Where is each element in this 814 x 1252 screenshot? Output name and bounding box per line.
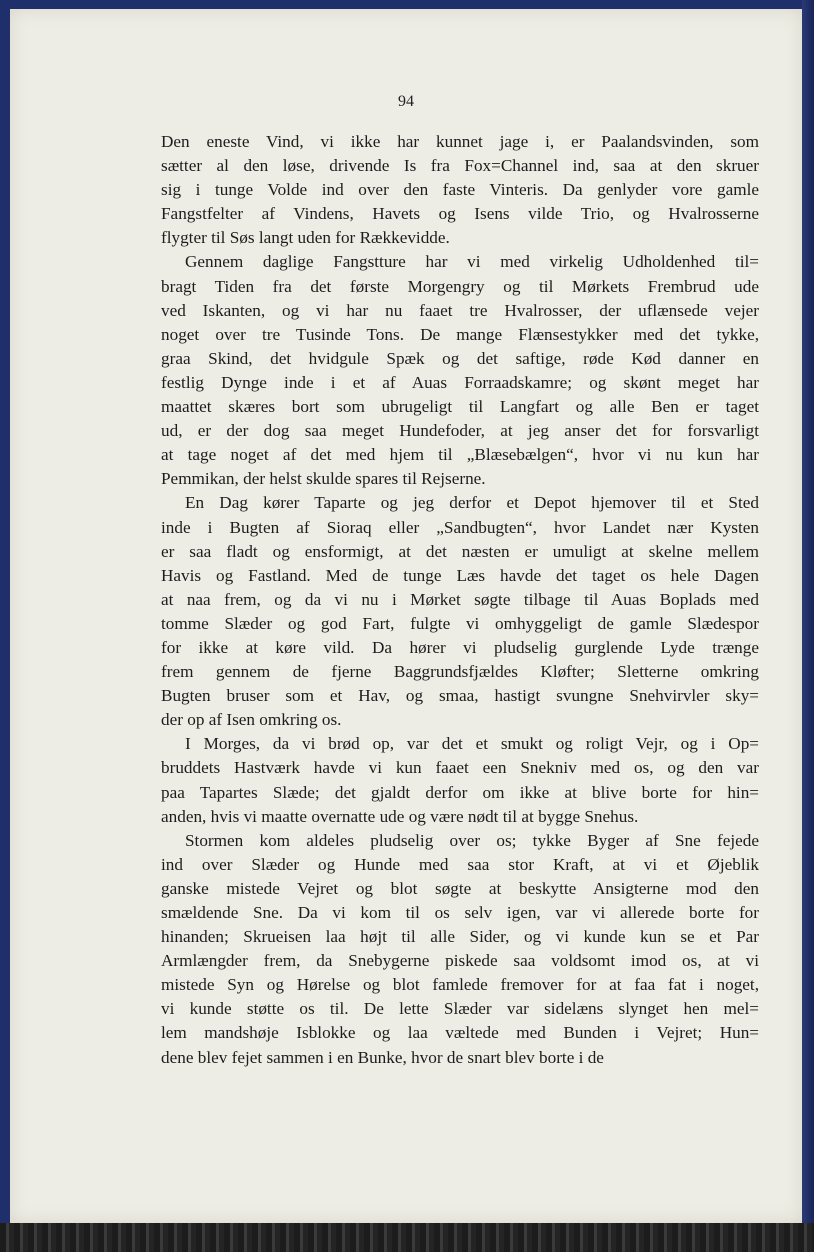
text-line: ganske mistede Vejret og blot søgte at beskytte Ansigterne mod den — [161, 878, 759, 898]
text-line: I Morges, da vi brød op, var det et smukt og roligt Vejr, og i Op= — [185, 734, 759, 754]
text-line: Pemmikan, der helst skulde spares til Rejserne. — [161, 469, 486, 489]
text-line: frem gennem de fjerne Baggrundsfjældes Kløfter; Sletterne omkring — [161, 662, 759, 682]
text-line: anden, hvis vi maatte overnatte ude og være nødt til at bygge Snehus. — [161, 806, 639, 826]
book-binding — [802, 0, 814, 1252]
paragraph — [161, 130, 759, 250]
text-line: er saa fladt og ensformigt, at det næsten er umuligt at skelne mellem — [161, 541, 759, 561]
text-line: bragt Tiden fra det første Morgengry og til Mørkets Frembrud ude — [161, 276, 759, 296]
text-line: paa Tapartes Slæde; det gjaldt derfor om ikke at blive borte for hin= — [161, 782, 759, 802]
text-line: noget over tre Tusinde Tons. De mange Flænsestykker med det tykke, — [161, 324, 759, 344]
text-line: ved Iskanten, og vi har nu faaet tre Hvalrosser, der uflænsede vejer — [161, 300, 759, 320]
paragraph — [161, 829, 759, 1070]
text-line: dene blev fejet sammen i en Bunke, hvor de snart blev borte i de — [161, 1047, 604, 1067]
text-line: Armlængder frem, da Snebygerne piskede saa voldsomt imod os, at vi — [161, 951, 759, 971]
page-number: 94 — [398, 93, 414, 110]
text-line: lem mandshøje Isblokke og laa væltede med Bunden i Vejret; Hun= — [161, 1023, 759, 1043]
text-line: at tage noget af det med hjem til „Blæsebælgen“, hvor vi nu kun har — [161, 445, 759, 465]
text-line: for ikke at køre vild. Da hører vi pludselig gurglende Lyde trænge — [161, 637, 759, 657]
book-edge — [0, 1223, 814, 1252]
text-line: ud, er der dog saa meget Hundefoder, at jeg anser det for forsvarligt — [161, 421, 759, 441]
text-line: sig i tunge Volde ind over den faste Vinteris. Da genlyder vore gamle — [161, 180, 759, 200]
text-line: tomme Slæder og god Fart, fulgte vi omhyggeligt de gamle Slædespor — [161, 613, 759, 633]
text-line: mistede Syn og Hørelse og blot famlede fremover for at faa fat i noget, — [161, 975, 759, 995]
text-line: En Dag kører Taparte og jeg derfor et Depot hjemover til et Sted — [185, 493, 759, 513]
text-line: at naa frem, og da vi nu i Mørket søgte tilbage til Auas Boplads med — [161, 589, 759, 609]
paragraph — [161, 491, 759, 732]
text-line: bruddets Hastværk havde vi kun faaet een Snekniv med os, og den var — [161, 758, 759, 778]
book-page — [10, 9, 802, 1223]
text-line: sætter al den løse, drivende Is fra Fox=Channel ind, saa at den skruer — [161, 156, 759, 176]
text-line: maattet skæres bort som ubrugeligt til Langfart og alle Ben er taget — [161, 397, 759, 417]
text-line: hinanden; Skrueisen laa højt til alle Sider, og vi kunde kun se et Par — [161, 927, 759, 947]
text-line: Stormen kom aldeles pludselig over os; tykke Byger af Sne fejede — [185, 830, 759, 850]
text-line: Den eneste Vind, vi ikke har kunnet jage i, er Paalandsvinden, som — [161, 132, 759, 151]
text-line: festlig Dynge inde i et af Auas Forraadskamre; og skønt meget har — [161, 372, 759, 392]
text-line: Gennem daglige Fangstture har vi med virkelig Udholdenhed til= — [185, 252, 759, 272]
text-line: vi kunde støtte os til. De lette Slæder var sidelæns slynget hen mel= — [161, 999, 759, 1019]
text-line: ind over Slæder og Hunde med saa stor Kraft, at vi et Øjeblik — [161, 854, 759, 874]
paragraph — [161, 250, 759, 491]
text-line: Havis og Fastland. Med de tunge Læs havde det taget os hele Dagen — [161, 565, 759, 585]
text-line: der op af Isen omkring os. — [161, 710, 342, 730]
text-line: Fangstfelter af Vindens, Havets og Isens vilde Trio, og Hvalrosserne — [161, 204, 759, 224]
text-line: graa Skind, det hvidgule Spæk og det saftige, røde Kød danner en — [161, 348, 759, 368]
text-line: flygter til Søs langt uden for Rækkevidde. — [161, 228, 450, 248]
text-line: smældende Sne. Da vi kom til os selv igen, var vi allerede borte for — [161, 903, 759, 922]
paragraph — [161, 732, 759, 828]
text-line: inde i Bugten af Sioraq eller „Sandbugten“, hvor Landet nær Kysten — [161, 517, 759, 537]
text-line: Bugten bruser som et Hav, og smaa, hastigt svungne Snehvirvler sky= — [161, 686, 759, 706]
body-text — [161, 130, 759, 1070]
